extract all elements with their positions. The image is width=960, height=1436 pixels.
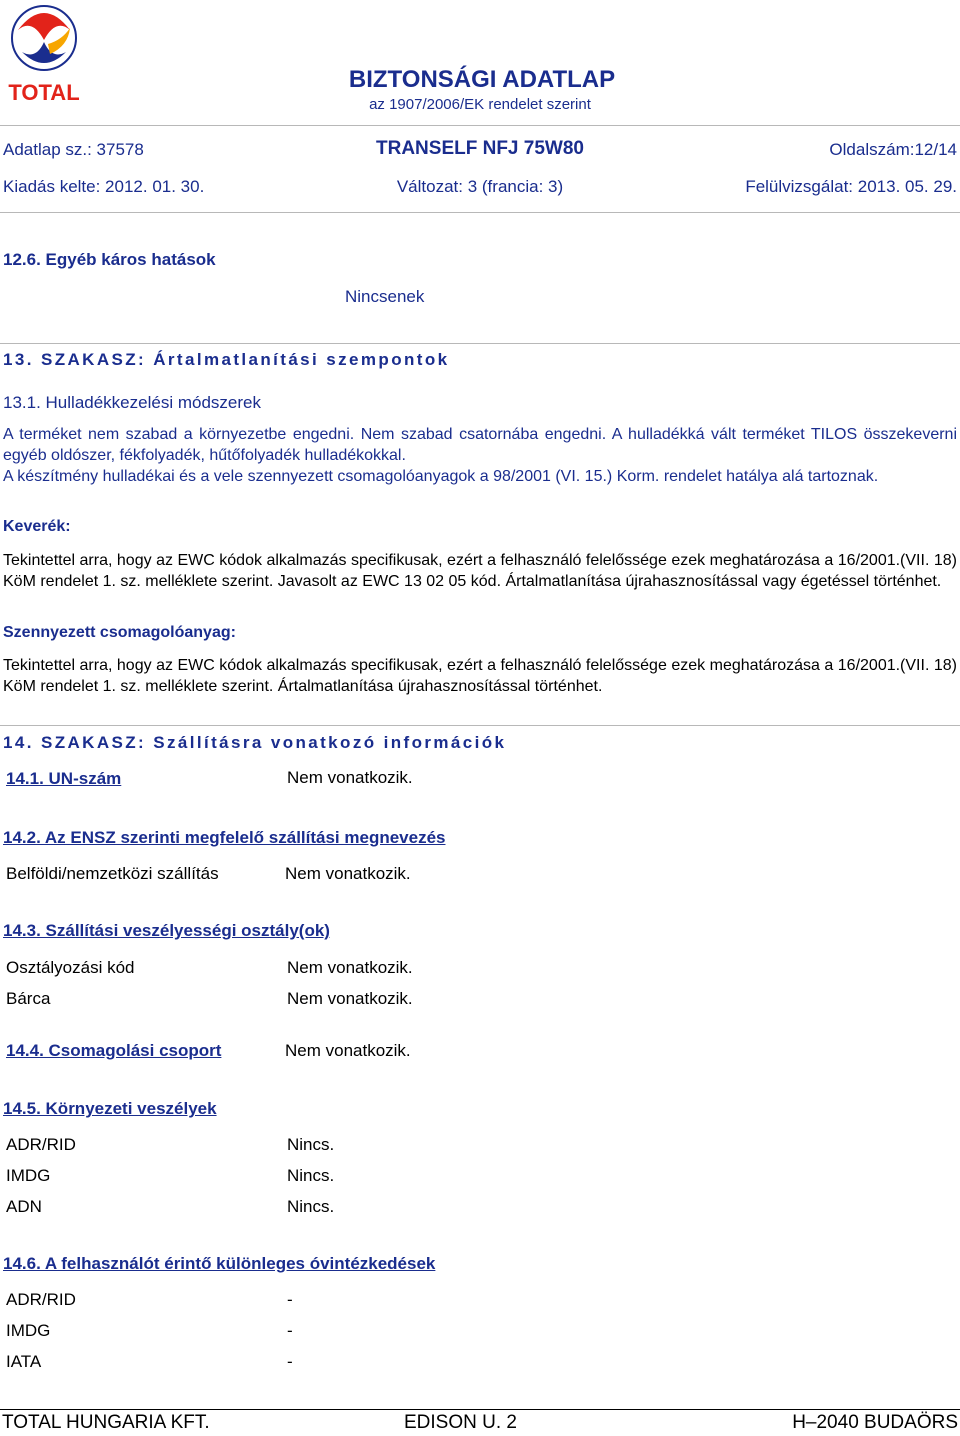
un-number-label: 14.1. UN-szám [6,769,122,788]
section-13-para-1: A terméket nem szabad a környezetbe engedni. Nem szabad csatornába engedni. A hulladékká vált terméket TILOS összekeverni egyéb oldószer, fékfolyadék, hűtőfolyadék hulladékokkal. [3,426,957,464]
header-divider [0,125,960,126]
issue-date: Kiadás kelte: 2012. 01. 30. [3,177,205,196]
prec-key-1: ADR/RID [6,1290,76,1309]
precautions-heading: 14.6. A felhasználót érintő különleges óvintézkedések [3,1254,436,1273]
prec-key-3: IATA [6,1352,42,1371]
section-12-6-value: Nincsenek [345,287,425,306]
packing-group-value: Nem vonatkozik. [285,1041,411,1060]
footer-company: TOTAL HUNGARIA KFT. [2,1412,210,1433]
hazard-class-key-2: Bárca [6,989,51,1008]
header-divider-2 [0,212,960,213]
env-key-1: ADR/RID [6,1135,76,1154]
env-value-1: Nincs. [287,1135,335,1154]
section-14-heading: 14. SZAKASZ: Szállításra vonatkozó információk [3,733,507,752]
prec-key-2: IMDG [6,1321,51,1340]
hazard-class-value-2: Nem vonatkozik. [287,989,413,1008]
hazard-class-key-1: Osztályozási kód [6,958,135,977]
logo-wordmark: TOTAL [8,80,80,104]
section-13-1-heading: 13.1. Hulladékkezelési módszerek [3,393,261,412]
revision-date: Felülvizsgálat: 2013. 05. 29. [745,177,957,196]
packing-group-label: 14.4. Csomagolási csoport [6,1041,222,1060]
mixture-label: Keverék: [3,518,71,535]
section-12-6-heading: 12.6. Egyéb káros hatások [3,250,216,269]
document-subtitle: az 1907/2006/EK rendelet szerint [369,96,591,113]
shipping-name-value: Nem vonatkozik. [285,864,411,883]
product-name: TRANSELF NFJ 75W80 [376,138,584,159]
sheet-number: Adatlap sz.: 37578 [3,140,144,159]
prec-value-3: - [287,1352,293,1371]
packaging-text: Tekintettel arra, hogy az EWC kódok alkalmazás specifikusak, ezért a felhasználó felelőssége ezek meghatározása a 16/2001.(VII. 18) KöM rendelet 1. sz. melléklete szerint. Ártalmatlanítása újrahasznosítással történhet. [3,657,957,695]
hazard-class-heading: 14.3. Szállítási veszélyességi osztály(ok) [3,921,330,940]
section-13-divider [0,343,960,344]
section-13-heading: 13. SZAKASZ: Ártalmatlanítási szempontok [3,350,450,369]
env-key-3: ADN [6,1197,42,1216]
shipping-name-key: Belföldi/nemzetközi szállítás [6,864,219,883]
environmental-hazards-heading: 14.5. Környezeti veszélyek [3,1099,217,1118]
version: Változat: 3 (francia: 3) [396,177,564,196]
env-key-2: IMDG [6,1166,51,1185]
env-value-2: Nincs. [287,1166,335,1185]
packaging-label: Szennyezett csomagolóanyag: [3,624,236,641]
env-value-3: Nincs. [287,1197,335,1216]
footer-street: EDISON U. 2 [404,1412,517,1433]
footer-city: H–2040 BUDAÖRS [792,1412,958,1433]
section-13-para-2: A készítmény hulladékai és a vele szennyezett csomagolóanyagok a 98/2001 (VI. 15.) Korm. rendelet hatálya alá tartoznak. [3,468,879,485]
shipping-name-heading: 14.2. Az ENSZ szerinti megfelelő szállítási megnevezés [3,828,446,847]
un-number-value: Nem vonatkozik. [287,768,413,787]
footer-divider [0,1409,960,1410]
prec-value-1: - [287,1290,293,1309]
hazard-class-value-1: Nem vonatkozik. [287,958,413,977]
mixture-text: Tekintettel arra, hogy az EWC kódok alkalmazás specifikusak, ezért a felhasználó felelőssége ezek meghatározása a 16/2001.(VII. 18) KöM rendelet 1. sz. melléklete szerint. Javasolt az EWC 13 02 05 kód. Ártalmatlanítása újrahasznosítással vagy égetéssel történhet. [3,552,957,590]
section-14-divider [0,725,960,726]
prec-value-2: - [287,1321,293,1340]
document-title: BIZTONSÁGI ADATLAP [348,66,616,93]
page-number: Oldalszám:12/14 [829,140,957,159]
